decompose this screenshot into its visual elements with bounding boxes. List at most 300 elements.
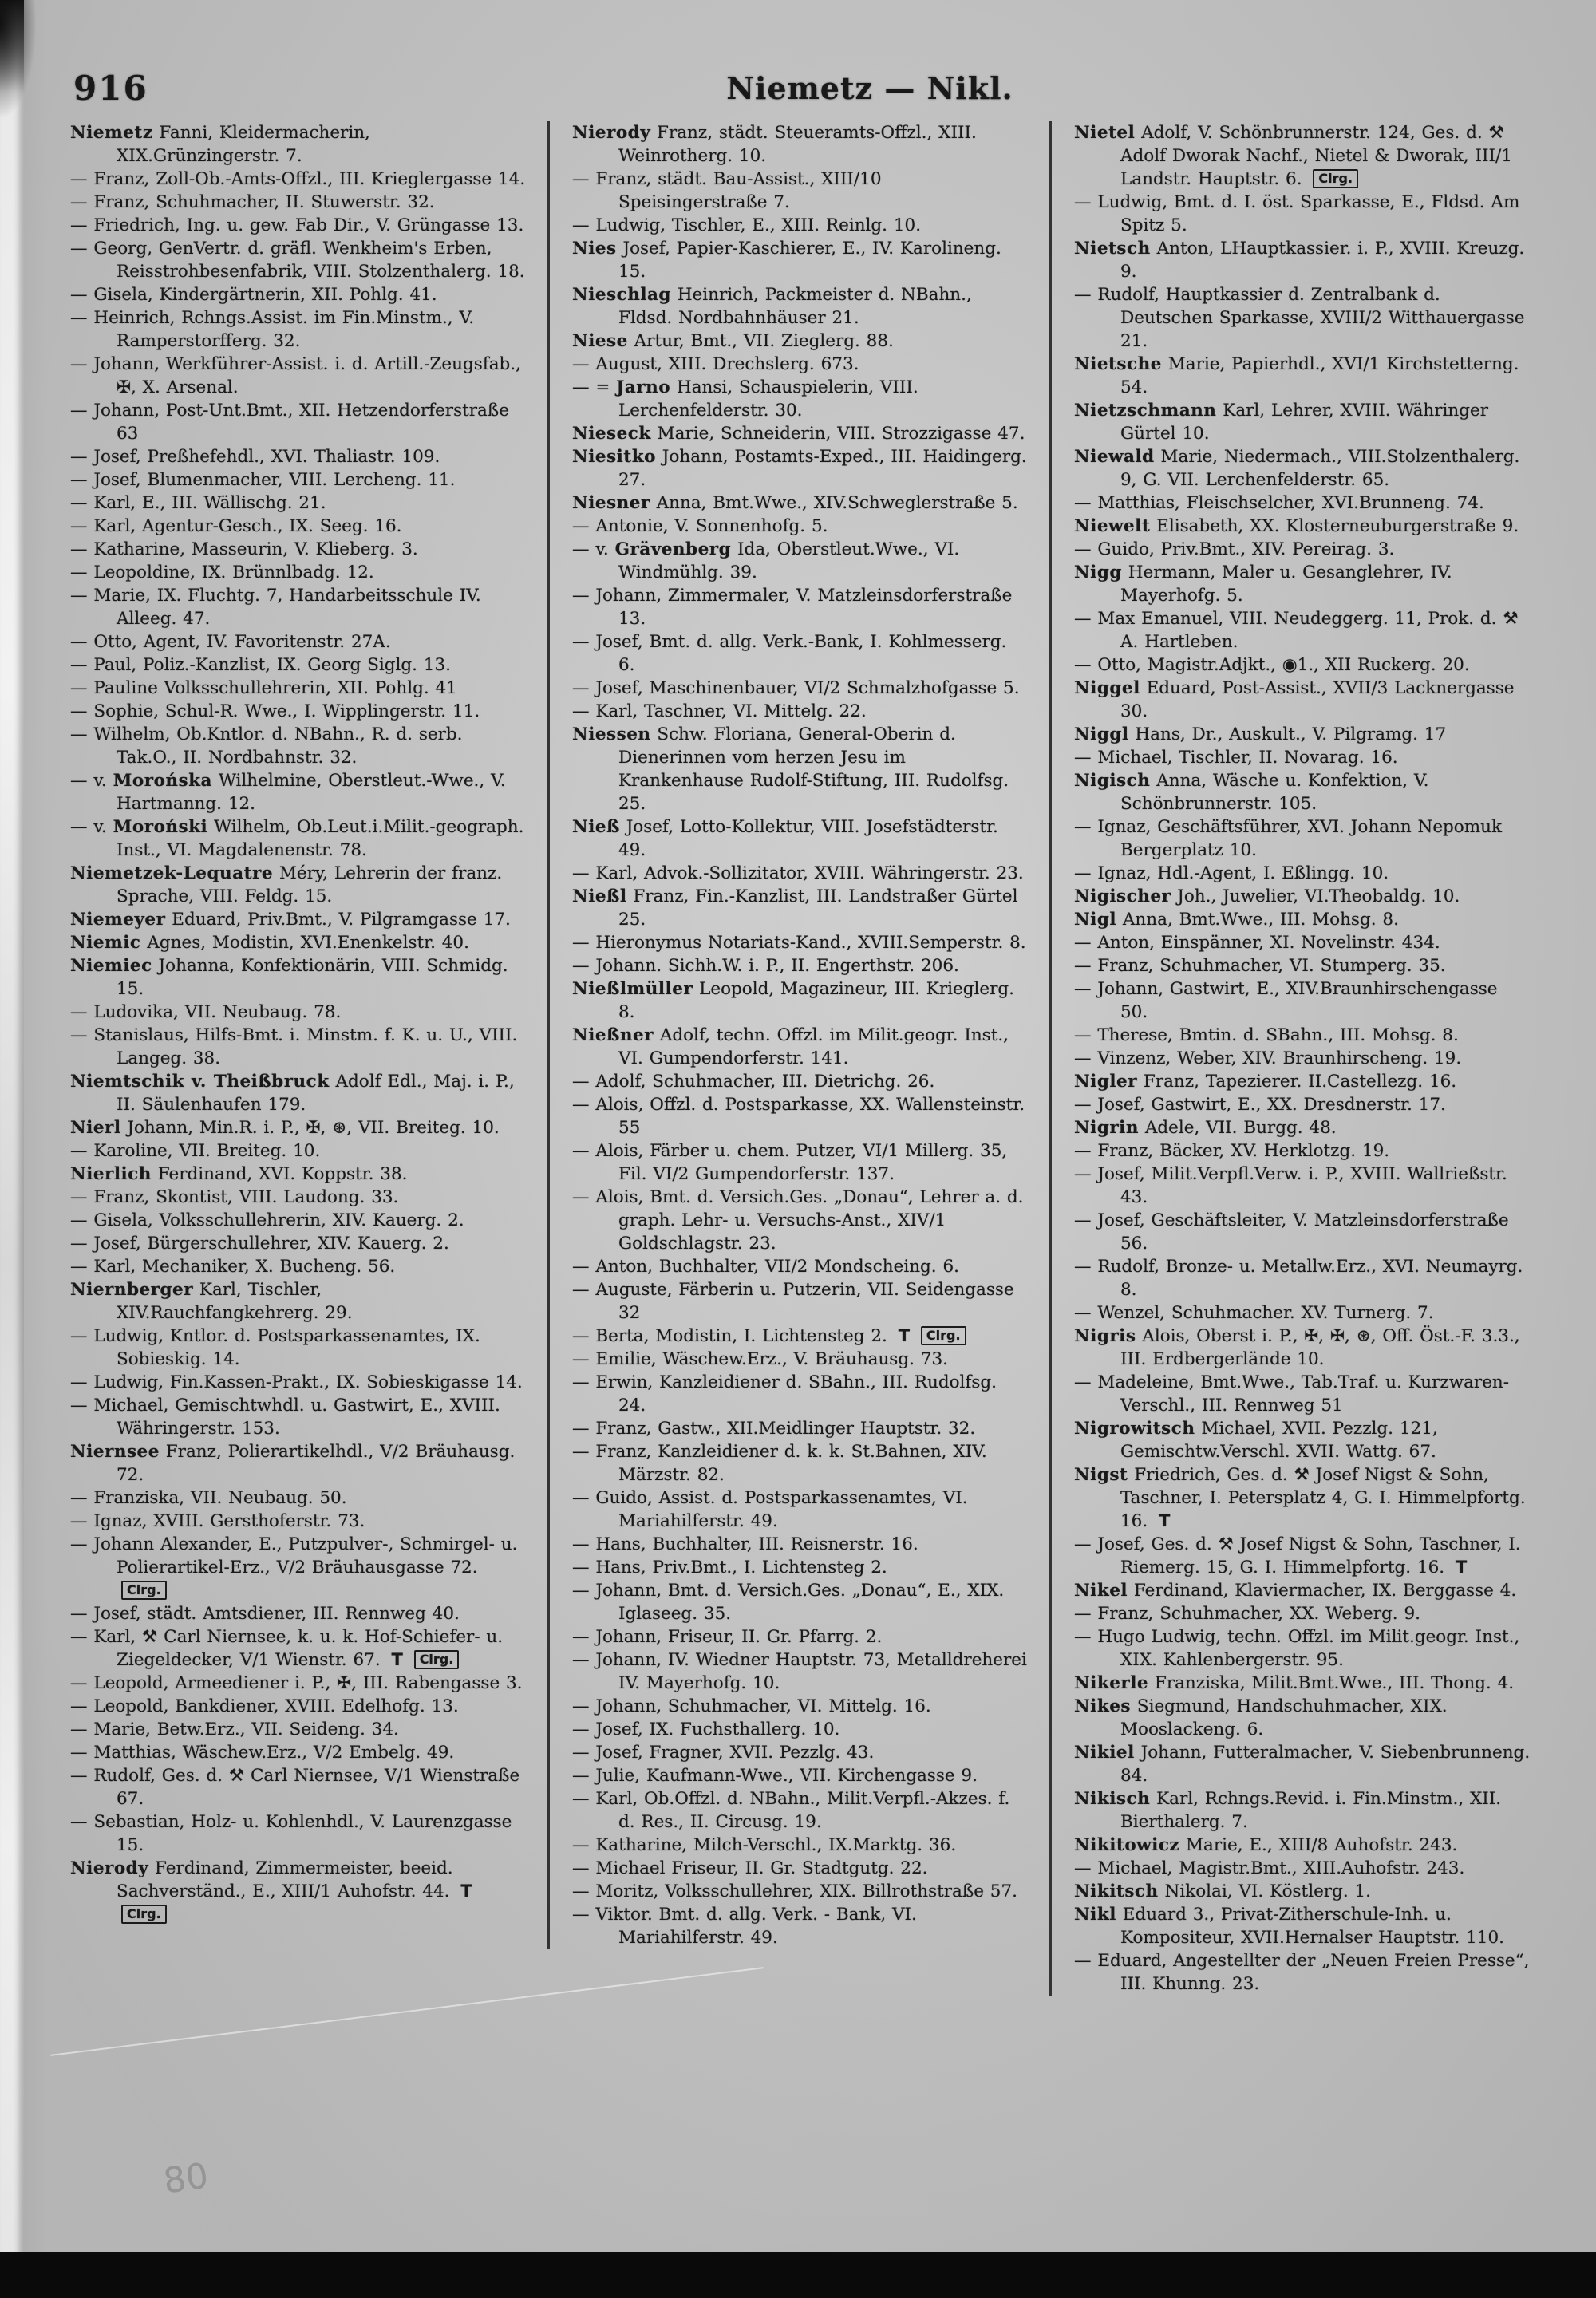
entry-surname: Nikl [1074, 1905, 1116, 1925]
directory-entry [70, 538, 527, 561]
directory-entry [1074, 492, 1531, 515]
entry-text: Ferdinand, Klaviermacher, IX. Berggasse 4. [1133, 1581, 1517, 1601]
directory-entry [572, 1139, 1029, 1186]
entry-text: Agnes, Modistin, XVI.Enenkelstr. 40. [147, 933, 469, 953]
entry-surname: Nikiel [1074, 1743, 1135, 1763]
entry-surname: Nigg [1074, 563, 1122, 582]
telephone-badge: T [1159, 1511, 1171, 1530]
entry-surname: Nies [572, 239, 617, 259]
entry-surname: Nierlich [70, 1164, 152, 1184]
entry-text: Ferdinand, Zimmermeister, beeid. Sachverständ., E., XIII/1 Auhofstr. 44. [117, 1858, 453, 1901]
directory-entry [1074, 1301, 1531, 1325]
directory-entry [70, 700, 527, 723]
directory-entry [70, 862, 527, 908]
directory-entry [70, 1325, 527, 1371]
directory-entry [572, 1487, 1029, 1533]
directory-entry [1074, 862, 1531, 885]
directory-entry [70, 1602, 527, 1625]
directory-entry [572, 1880, 1029, 1903]
entry-text: — Moritz, Volksschullehrer, XIX. Billrothstraße 57. [572, 1881, 1017, 1901]
directory-entry [70, 214, 527, 237]
entry-text: Franz, städt. Steueramts-Offzl., XIII. Weinrotherg. 10. [618, 123, 977, 166]
directory-entry [70, 954, 527, 1001]
entry-text: — Heinrich, Rchngs.Assist. im Fin.Minstm., V. Ramperstorfferg. 32. [70, 308, 475, 351]
directory-entry [1074, 885, 1531, 908]
entry-text: Eduard 3., Privat-Zitherschule-Inh. u. Kompositeur, XVII.Hernalser Hauptstr. 110. [1120, 1905, 1504, 1948]
directory-entry [572, 538, 1029, 584]
directory-entry [70, 677, 527, 700]
directory-columns [70, 121, 1570, 2228]
entry-surname: Niesner [572, 493, 650, 513]
column-3 [1049, 121, 1531, 1996]
directory-entry [1074, 283, 1531, 353]
entry-text: — Sebastian, Holz- u. Kohlenhdl., V. Laurenzgasse 15. [70, 1812, 512, 1855]
directory-entry [1074, 653, 1531, 677]
directory-entry [1074, 1903, 1531, 1949]
directory-entry [1074, 353, 1531, 399]
entry-text: — Ignaz, XVIII. Gersthoferstr. 73. [70, 1511, 365, 1531]
clearing-badge: Clrg. [921, 1326, 966, 1345]
directory-entry [572, 1533, 1029, 1556]
entry-text: — Johann Alexander, E., Putzpulver-, Schmirgel- u. Polierartikel-Erz., V/2 Bräuhausgasse 72. [70, 1534, 518, 1577]
entry-text: — Sophie, Schul-R. Wwe., I. Wipplingerstr. 11. [70, 701, 480, 721]
entry-text: Adolf, V. Schönbrunnerstr. 124, Ges. d. ⚒ Adolf Dworak Nachf., Nietel & Dworak, III/1 Landstr. Hauptstr. 6. [1120, 123, 1512, 189]
directory-entry [572, 1648, 1029, 1695]
entry-surname: Nieß [572, 817, 620, 837]
entry-text: Hermann, Maler u. Gesanglehrer, IV. Mayerhofg. 5. [1120, 563, 1452, 606]
entry-text: Michael, XVII. Pezzlg. 121, Gemischtw.Verschl. XVII. Wattg. 67. [1120, 1419, 1438, 1462]
entry-text: Heinrich, Packmeister d. NBahn., Fldsd. Nordbahnhäuser 21. [618, 285, 972, 328]
directory-entry [572, 1325, 1029, 1348]
entry-text: Karl, Tischler, XIV.Rauchfangkehrerg. 29. [117, 1280, 353, 1323]
entry-text: — Wenzel, Schuhmacher. XV. Turnerg. 7. [1074, 1303, 1434, 1323]
entry-text: Artur, Bmt., VII. Zieglerg. 88. [634, 331, 894, 351]
entry-text: Marie, Niedermach., VIII.Stolzenthalerg. 9, G. VII. Lerchenfelderstr. 65. [1120, 447, 1520, 490]
entry-text: — Eduard, Angestellter der „Neuen Freien Presse“, III. Khunng. 23. [1074, 1951, 1530, 1994]
directory-entry [1074, 977, 1531, 1024]
directory-entry [1074, 1834, 1531, 1857]
directory-entry [70, 237, 527, 283]
entry-text: — Ludwig, Fin.Kassen-Prakt., IX. Sobieskigasse 14. [70, 1372, 523, 1392]
directory-entry [1074, 1024, 1531, 1047]
directory-entry [70, 515, 527, 538]
entry-text: — August, XIII. Drechslerg. 673. [572, 354, 859, 374]
directory-entry [70, 653, 527, 677]
entry-text: Johann, Min.R. i. P., ✠, ⊛, VII. Breiteg. 10. [127, 1118, 500, 1138]
directory-entry [572, 862, 1029, 885]
entry-text: Karl, Lehrer, XVIII. Währinger Gürtel 10. [1120, 401, 1489, 444]
entry-text: Eduard, Priv.Bmt., V. Pilgramgasse 17. [172, 910, 511, 930]
entry-text: Wilhelmine, Oberstleut.-Wwe., V. Hartmanng. 12. [117, 771, 506, 814]
entry-text: Marie, Schneiderin, VIII. Strozzigasse 47. [657, 424, 1025, 444]
directory-entry [70, 353, 527, 399]
entry-surname: Niernberger [70, 1280, 194, 1300]
entry-text: Anton, LHauptkassier. i. P., XVIII. Kreuzg. 9. [1120, 239, 1525, 282]
directory-entry [572, 885, 1029, 931]
entry-text: — Franziska, VII. Neubaug. 50. [70, 1488, 347, 1508]
directory-entry [572, 376, 1029, 422]
directory-entry [1074, 1880, 1531, 1903]
directory-entry [1074, 1695, 1531, 1741]
telephone-badge: T [898, 1326, 911, 1345]
entry-surname: Nigris [1074, 1326, 1136, 1346]
directory-entry [572, 1625, 1029, 1648]
directory-entry [70, 1255, 527, 1278]
entry-surname: Nießl [572, 886, 627, 906]
entry-surname: Nietel [1074, 123, 1136, 143]
entry-text: — Rudolf, Ges. d. ⚒ Carl Niernsee, V/1 Wienstraße 67. [70, 1766, 520, 1809]
entry-text: — Pauline Volksschullehrerin, XII. Pohlg. 41 [70, 678, 457, 698]
entry-text: — Karoline, VII. Breiteg. 10. [70, 1141, 321, 1161]
entry-text: — Hans, Buchhalter, III. Reisnerstr. 16. [572, 1534, 918, 1554]
entry-text: Méry, Lehrerin der franz. Sprache, VIII. Feldg. 15. [117, 863, 503, 906]
directory-entry [1074, 1787, 1531, 1834]
clearing-badge: Clrg. [1313, 169, 1358, 188]
directory-entry [572, 422, 1029, 445]
entry-text: — Johann, Werkführer-Assist. i. d. Artill.-Zeugsfab., ✠, X. Arsenal. [70, 354, 521, 397]
entry-text: — Berta, Modistin, I. Lichtensteg 2. [572, 1326, 887, 1346]
directory-entry [1074, 954, 1531, 977]
directory-entry [70, 191, 527, 214]
entry-text: Siegmund, Handschuhmacher, XIX. Mooslackeng. 6. [1120, 1696, 1448, 1739]
entry-surname: Niewelt [1074, 516, 1151, 536]
directory-entry [70, 1163, 527, 1186]
entry-text: — Matthias, Wäschew.Erz., V/2 Embelg. 49. [70, 1743, 455, 1763]
entry-text: — Anton, Buchhalter, VII/2 Mondscheing. 6. [572, 1257, 959, 1277]
directory-entry [572, 1903, 1029, 1949]
entry-surname: Nierody [70, 1858, 149, 1878]
entry-text: Wilhelm, Ob.Leut.i.Milit.-geograph. Inst., VI. Magdalenenstr. 78. [117, 817, 524, 860]
entry-text: — Ludwig, Tischler, E., XIII. Reinlg. 10. [572, 215, 922, 235]
entry-surname: Niese [572, 331, 628, 351]
directory-entry [572, 1371, 1029, 1417]
entry-text: Josef, Papier-Kaschierer, E., IV. Karolineng. 15. [618, 239, 1001, 282]
entry-surname: Nigst [1074, 1465, 1128, 1485]
entry-surname: Nigisch [1074, 771, 1151, 791]
directory-entry [1074, 931, 1531, 954]
entry-text: Hans, Dr., Auskult., V. Pilgramg. 17 [1135, 725, 1447, 744]
entry-text: — Johann, Schuhmacher, VI. Mittelg. 16. [572, 1696, 931, 1716]
directory-entry [1074, 1163, 1531, 1209]
directory-entry [572, 1024, 1029, 1070]
entry-surname: Morońska [113, 771, 212, 791]
directory-entry [1074, 1625, 1531, 1672]
entry-text: Fanni, Kleidermacherin, XIX.Grünzingerstr. 7. [117, 123, 370, 166]
directory-entry [572, 1556, 1029, 1579]
entry-text: — Alois, Bmt. d. Versich.Ges. „Donau“, Lehrer a. d. graph. Lehr- u. Versuchs-Anst., XIV/1 Goldschlagstr. 23. [572, 1187, 1024, 1254]
telephone-badge: T [1455, 1558, 1468, 1577]
directory-entry [70, 1278, 527, 1325]
entry-text: — Josef, Ges. d. ⚒ Josef Nigst & Sohn, Taschner, I. Riemerg. 15, G. I. Himmelpfortg. 16. [1074, 1534, 1521, 1577]
directory-entry [572, 584, 1029, 630]
entry-surname: Nikitowicz [1074, 1835, 1180, 1855]
entry-text: — Julie, Kaufmann-Wwe., VII. Kirchengasse 9. [572, 1766, 978, 1786]
directory-entry [572, 677, 1029, 700]
directory-entry [1074, 607, 1531, 653]
directory-entry [1074, 1093, 1531, 1116]
directory-entry [1074, 399, 1531, 445]
entry-text: Adele, VII. Burgg. 48. [1144, 1118, 1337, 1138]
entry-surname: Nigrowitsch [1074, 1419, 1195, 1439]
entry-surname: Niggel [1074, 678, 1140, 698]
entry-text: — Max Emanuel, VIII. Neudeggerg. 11, Prok. d. ⚒ A. Hartleben. [1074, 609, 1519, 652]
entry-text: Franziska, Milit.Bmt.Wwe., III. Thong. 4. [1154, 1673, 1515, 1693]
entry-surname: Nikel [1074, 1581, 1128, 1601]
entry-text: — Josef, städt. Amtsdiener, III. Rennweg 40. [70, 1604, 460, 1624]
directory-entry [572, 214, 1029, 237]
directory-entry [1074, 1857, 1531, 1880]
entry-text: — Therese, Bmtin. d. SBahn., III. Mohsg. 8. [1074, 1025, 1459, 1045]
entry-text: — Otto, Agent, IV. Favoritenstr. 27A. [70, 632, 391, 652]
entry-surname: Nikerle [1074, 1673, 1149, 1693]
entry-text: — Wilhelm, Ob.Kntlor. d. NBahn., R. d. serb. Tak.O., II. Nordbahnstr. 32. [70, 725, 463, 768]
entry-surname: Nikes [1074, 1696, 1131, 1716]
directory-entry [70, 1116, 527, 1139]
entry-text: — Ignaz, Hdl.-Agent, I. Eßlingg. 10. [1074, 863, 1389, 883]
entry-text: Anna, Bmt.Wwe., III. Mohsg. 8. [1122, 910, 1399, 930]
directory-entry [70, 1394, 527, 1440]
column-1 [70, 121, 527, 1926]
entry-text: Hansi, Schauspielerin, VIII. Lerchenfelderstr. 30. [618, 377, 918, 421]
entry-text: — Karl, Ob.Offzl. d. NBahn., Milit.Verpfl.-Akzes. f. d. Res., II. Circusg. 19. [572, 1789, 1010, 1832]
entry-text: Nikolai, VI. Köstlerg. 1. [1164, 1881, 1372, 1901]
directory-entry [70, 468, 527, 492]
entry-text: — Karl, Agentur-Gesch., IX. Seeg. 16. [70, 516, 402, 536]
entry-text: Franz, Polierartikelhdl., V/2 Bräuhausg. 72. [117, 1442, 516, 1485]
directory-entry [1074, 1417, 1531, 1463]
directory-entry [70, 445, 527, 468]
directory-entry [572, 1417, 1029, 1440]
entry-text: Karl, Rchngs.Revid. i. Fin.Minstm., XII. Bierthalerg. 7. [1120, 1789, 1502, 1832]
entry-text: — Franz, Zoll-Ob.-Amts-Offzl., III. Krieglergasse 14. [70, 169, 526, 189]
directory-entry [70, 1070, 527, 1116]
entry-text: — Josef, Bürgerschullehrer, XIV. Kauerg. 2. [70, 1234, 449, 1254]
directory-entry [70, 283, 527, 306]
directory-entry [572, 121, 1029, 168]
directory-entry [70, 908, 527, 931]
entry-surname: Nietzschmann [1074, 401, 1217, 421]
entry-surname: Nigischer [1074, 886, 1171, 906]
entry-text: — Matthias, Fleischselcher, XVI.Brunneng. 74. [1074, 493, 1484, 513]
directory-entry [572, 630, 1029, 677]
directory-entry [572, 1764, 1029, 1787]
directory-entry [1074, 1371, 1531, 1417]
directory-entry [1074, 1209, 1531, 1255]
entry-surname: Niesitko [572, 447, 656, 467]
entry-text: — Stanislaus, Hilfs-Bmt. i. Minstm. f. K. u. U., VIII. Langeg. 38. [70, 1025, 518, 1068]
directory-entry [70, 630, 527, 653]
directory-entry [1074, 1741, 1531, 1787]
entry-surname: Nigrin [1074, 1118, 1139, 1138]
entry-text: — Josef, Blumenmacher, VIII. Lercheng. 11. [70, 470, 456, 490]
entry-text: — Katharine, Masseurin, V. Klieberg. 3. [70, 539, 418, 559]
directory-entry [1074, 769, 1531, 815]
directory-entry [1074, 191, 1531, 237]
entry-text: — Guido, Priv.Bmt., XIV. Pereirag. 3. [1074, 539, 1395, 559]
entry-text: — Hans, Priv.Bmt., I. Lichtensteg 2. [572, 1558, 887, 1577]
entry-surname: Niessen [572, 725, 651, 744]
column-2 [547, 121, 1029, 1949]
directory-entry [1074, 561, 1531, 607]
entry-text: — Franz, städt. Bau-Assist., XIII/10 Speisingerstraße 7. [572, 169, 882, 212]
entry-text: — Katharine, Milch-Verschl., IX.Marktg. 36. [572, 1835, 957, 1855]
entry-surname: Nietsch [1074, 239, 1151, 259]
directory-entry [70, 1810, 527, 1857]
entry-text: — Karl, E., III. Wällischg. 21. [70, 493, 326, 513]
entry-text: — Josef, Gastwirt, E., XX. Dresdnerstr. 17. [1074, 1095, 1446, 1115]
entry-text: — Michael, Gemischtwhdl. u. Gastwirt, E., XVIII. Währingerstr. 153. [70, 1396, 500, 1439]
entry-text: — Marie, Betw.Erz., VII. Seideng. 34. [70, 1720, 399, 1739]
entry-text: Johann, Futteralmacher, V. Siebenbrunneng. 84. [1120, 1743, 1531, 1786]
directory-entry [572, 1255, 1029, 1278]
directory-entry [70, 1139, 527, 1163]
entry-text: — Johann, Gastwirt, E., XIV.Braunhirschengasse 50. [1074, 979, 1498, 1022]
entry-text: — Auguste, Färberin u. Putzerin, VII. Seidengasse 32 [572, 1280, 1014, 1323]
directory-entry [70, 1024, 527, 1070]
entry-surname: Niggl [1074, 725, 1129, 744]
entry-surname: Grävenberg [614, 539, 732, 559]
entry-text: — Alois, Färber u. chem. Putzer, VI/1 Millerg. 35, Fil. VI/2 Gumpendorferstr. 137. [572, 1141, 1008, 1184]
directory-entry [1074, 908, 1531, 931]
entry-surname: Niemiec [70, 956, 152, 976]
telephone-badge: T [460, 1881, 472, 1901]
entry-text: — Franz, Schuhmacher, VI. Stumperg. 35. [1074, 956, 1446, 976]
entry-text: — Karl, Taschner, VI. Mittelg. 22. [572, 701, 867, 721]
directory-entry [70, 1625, 527, 1672]
entry-text: — Otto, Magistr.Adjkt., ◉1., XII Ruckerg. 20. [1074, 655, 1470, 675]
entry-text: — Josef, Geschäftsleiter, V. Matzleinsdorferstraße 56. [1074, 1210, 1509, 1254]
entry-text: Schw. Floriana, General-Oberin d. Dienerinnen vom herzen Jesu im Krankenhause Rudolf-Stiftung, III. Rudolfsg. 25. [618, 725, 1009, 814]
directory-entry [572, 1348, 1029, 1371]
directory-entry [572, 977, 1029, 1024]
entry-text: — Alois, Offzl. d. Postsparkasse, XX. Wallensteinstr. 55 [572, 1095, 1025, 1138]
entry-text: — Josef, Bmt. d. allg. Verk.-Bank, I. Kohlmesserg. 6. [572, 632, 1007, 675]
directory-entry [70, 1857, 527, 1926]
directory-entry [1074, 1579, 1531, 1602]
directory-entry [1074, 538, 1531, 561]
entry-surname: Niemetz [70, 123, 153, 143]
entry-surname: Nieschlag [572, 285, 671, 305]
directory-entry [572, 237, 1029, 283]
entry-text: Elisabeth, XX. Klosterneuburgerstraße 9. [1156, 516, 1519, 536]
entry-text: — Paul, Poliz.-Kanzlist, IX. Georg Siglg. 13. [70, 655, 451, 675]
entry-surname: Nigl [1074, 910, 1117, 930]
entry-text: — Gisela, Kindergärtnerin, XII. Pohlg. 41. [70, 285, 437, 305]
directory-entry [70, 1001, 527, 1024]
directory-entry [70, 815, 527, 862]
directory-entry [70, 121, 527, 168]
entry-text: Leopold, Magazineur, III. Krieglerg. 8. [618, 979, 1014, 1022]
entry-surname: Nießlmüller [572, 979, 693, 999]
entry-text: — Franz, Kanzleidiener d. k. k. St.Bahnen, XIV. Märzstr. 82. [572, 1442, 987, 1485]
directory-entry [70, 584, 527, 630]
directory-entry [572, 1741, 1029, 1764]
entry-surname: Niemeyer [70, 910, 166, 930]
directory-entry [1074, 1949, 1531, 1996]
entry-text: Marie, E., XIII/8 Auhofstr. 243. [1185, 1835, 1458, 1855]
entry-text: Eduard, Post-Assist., XVII/3 Lacknergasse 30. [1120, 678, 1515, 721]
torn-film-edge [0, 0, 24, 2298]
directory-entry [70, 399, 527, 445]
entry-text: Anna, Bmt.Wwe., XIV.Schweglerstraße 5. [656, 493, 1018, 513]
directory-entry [572, 1579, 1029, 1625]
directory-entry [1074, 1070, 1531, 1093]
entry-text: — Johann, Friseur, II. Gr. Pfarrg. 2. [572, 1627, 883, 1647]
entry-surname: Jarno [616, 377, 671, 397]
entry-text: Adolf, techn. Offzl. im Milit.geogr. Inst., VI. Gumpendorferstr. 141. [618, 1025, 1009, 1068]
entry-text: — Vinzenz, Weber, XIV. Braunhirscheng. 19. [1074, 1048, 1462, 1068]
directory-entry [1074, 237, 1531, 283]
entry-text: Ida, Oberstleut.Wwe., VI. Windmühlg. 39. [618, 539, 960, 582]
entry-prefix: — = [572, 377, 610, 397]
entry-text: — Rudolf, Bronze- u. Metallw.Erz., XVI. Neumayrg. 8. [1074, 1257, 1523, 1300]
entry-text: — Josef, Preßhefehdl., XVI. Thaliastr. 109. [70, 447, 440, 467]
entry-text: — Madeleine, Bmt.Wwe., Tab.Traf. u. Kurzwaren-Verschl., III. Rennweg 51 [1074, 1372, 1510, 1416]
entry-surname: Nießner [572, 1025, 654, 1045]
directory-entry [572, 815, 1029, 862]
entry-text: — Johann. Sichh.W. i. P., II. Engerthstr. 206. [572, 956, 959, 976]
entry-text: — Ludwig, Bmt. d. I. öst. Sparkasse, E., Fldsd. Am Spitz 5. [1074, 192, 1520, 235]
clearing-badge: Clrg. [414, 1650, 460, 1669]
directory-entry [572, 1440, 1029, 1487]
directory-entry [572, 283, 1029, 330]
entry-text: — Johann, IV. Wiedner Hauptstr. 73, Metalldreherei IV. Mayerhofg. 10. [572, 1650, 1027, 1693]
directory-entry [70, 1186, 527, 1209]
entry-text: Johanna, Konfektionärin, VIII. Schmidg. 15. [117, 956, 508, 999]
directory-entry [1074, 1533, 1531, 1579]
directory-entry [1074, 445, 1531, 492]
directory-entry [70, 168, 527, 191]
entry-text: — Josef, IX. Fuchsthallerg. 10. [572, 1720, 840, 1739]
directory-entry [572, 445, 1029, 492]
entry-text: Joh., Juwelier, VI.Theobaldg. 10. [1177, 886, 1460, 906]
entry-surname: Niemic [70, 933, 141, 953]
directory-entry [70, 561, 527, 584]
clearing-badge: Clrg. [121, 1581, 167, 1600]
directory-entry [572, 1278, 1029, 1325]
entry-text: — Franz, Skontist, VIII. Laudong. 33. [70, 1187, 399, 1207]
directory-entry [572, 492, 1029, 515]
directory-entry [1074, 1463, 1531, 1533]
directory-entry [572, 1718, 1029, 1741]
entry-text: — Rudolf, Hauptkassier d. Zentralbank d. Deutschen Sparkasse, XVIII/2 Witthauergasse 21. [1074, 285, 1525, 351]
entry-text: — Emilie, Wäschew.Erz., V. Bräuhausg. 73. [572, 1349, 948, 1369]
directory-entry [70, 1764, 527, 1810]
directory-entry [1074, 121, 1531, 191]
entry-surname: Niemtschik v. Theißbruck [70, 1072, 330, 1092]
entry-text: — Leopold, Armeediener i. P., ✠, III. Rabengasse 3. [70, 1673, 523, 1693]
entry-text: — Johann, Bmt. d. Versich.Ges. „Donau“, E., XIX. Iglaseeg. 35. [572, 1581, 1005, 1624]
directory-entry [1074, 1255, 1531, 1301]
entry-text: — Johann, Post-Unt.Bmt., XII. Hetzendorferstraße 63 [70, 401, 509, 444]
directory-entry [1074, 746, 1531, 769]
entry-prefix: — v. [70, 817, 113, 837]
page-title: Niemetz — Nikl. [726, 70, 1013, 106]
entry-text: — Viktor. Bmt. d. allg. Verk. - Bank, VI. Mariahilferstr. 49. [572, 1905, 917, 1948]
entry-prefix: — v. [572, 539, 615, 559]
directory-entry [1074, 1602, 1531, 1625]
entry-text: — Erwin, Kanzleidiener d. SBahn., III. Rudolfsg. 24. [572, 1372, 998, 1416]
entry-text: — Ignaz, Geschäftsführer, XVI. Johann Nepomuk Bergerplatz 10. [1074, 817, 1503, 860]
entry-text: — Michael Friseur, II. Gr. Stadtgutg. 22. [572, 1858, 928, 1878]
entry-prefix: — v. [70, 771, 113, 791]
directory-entry [70, 1209, 527, 1232]
directory-entry [70, 1533, 527, 1602]
entry-text: — Hieronymus Notariats-Kand., XVIII.Semperstr. 8. [572, 933, 1026, 953]
directory-entry [70, 1487, 527, 1510]
entry-surname: Nierl [70, 1118, 121, 1138]
entry-surname: Nierody [572, 123, 651, 143]
